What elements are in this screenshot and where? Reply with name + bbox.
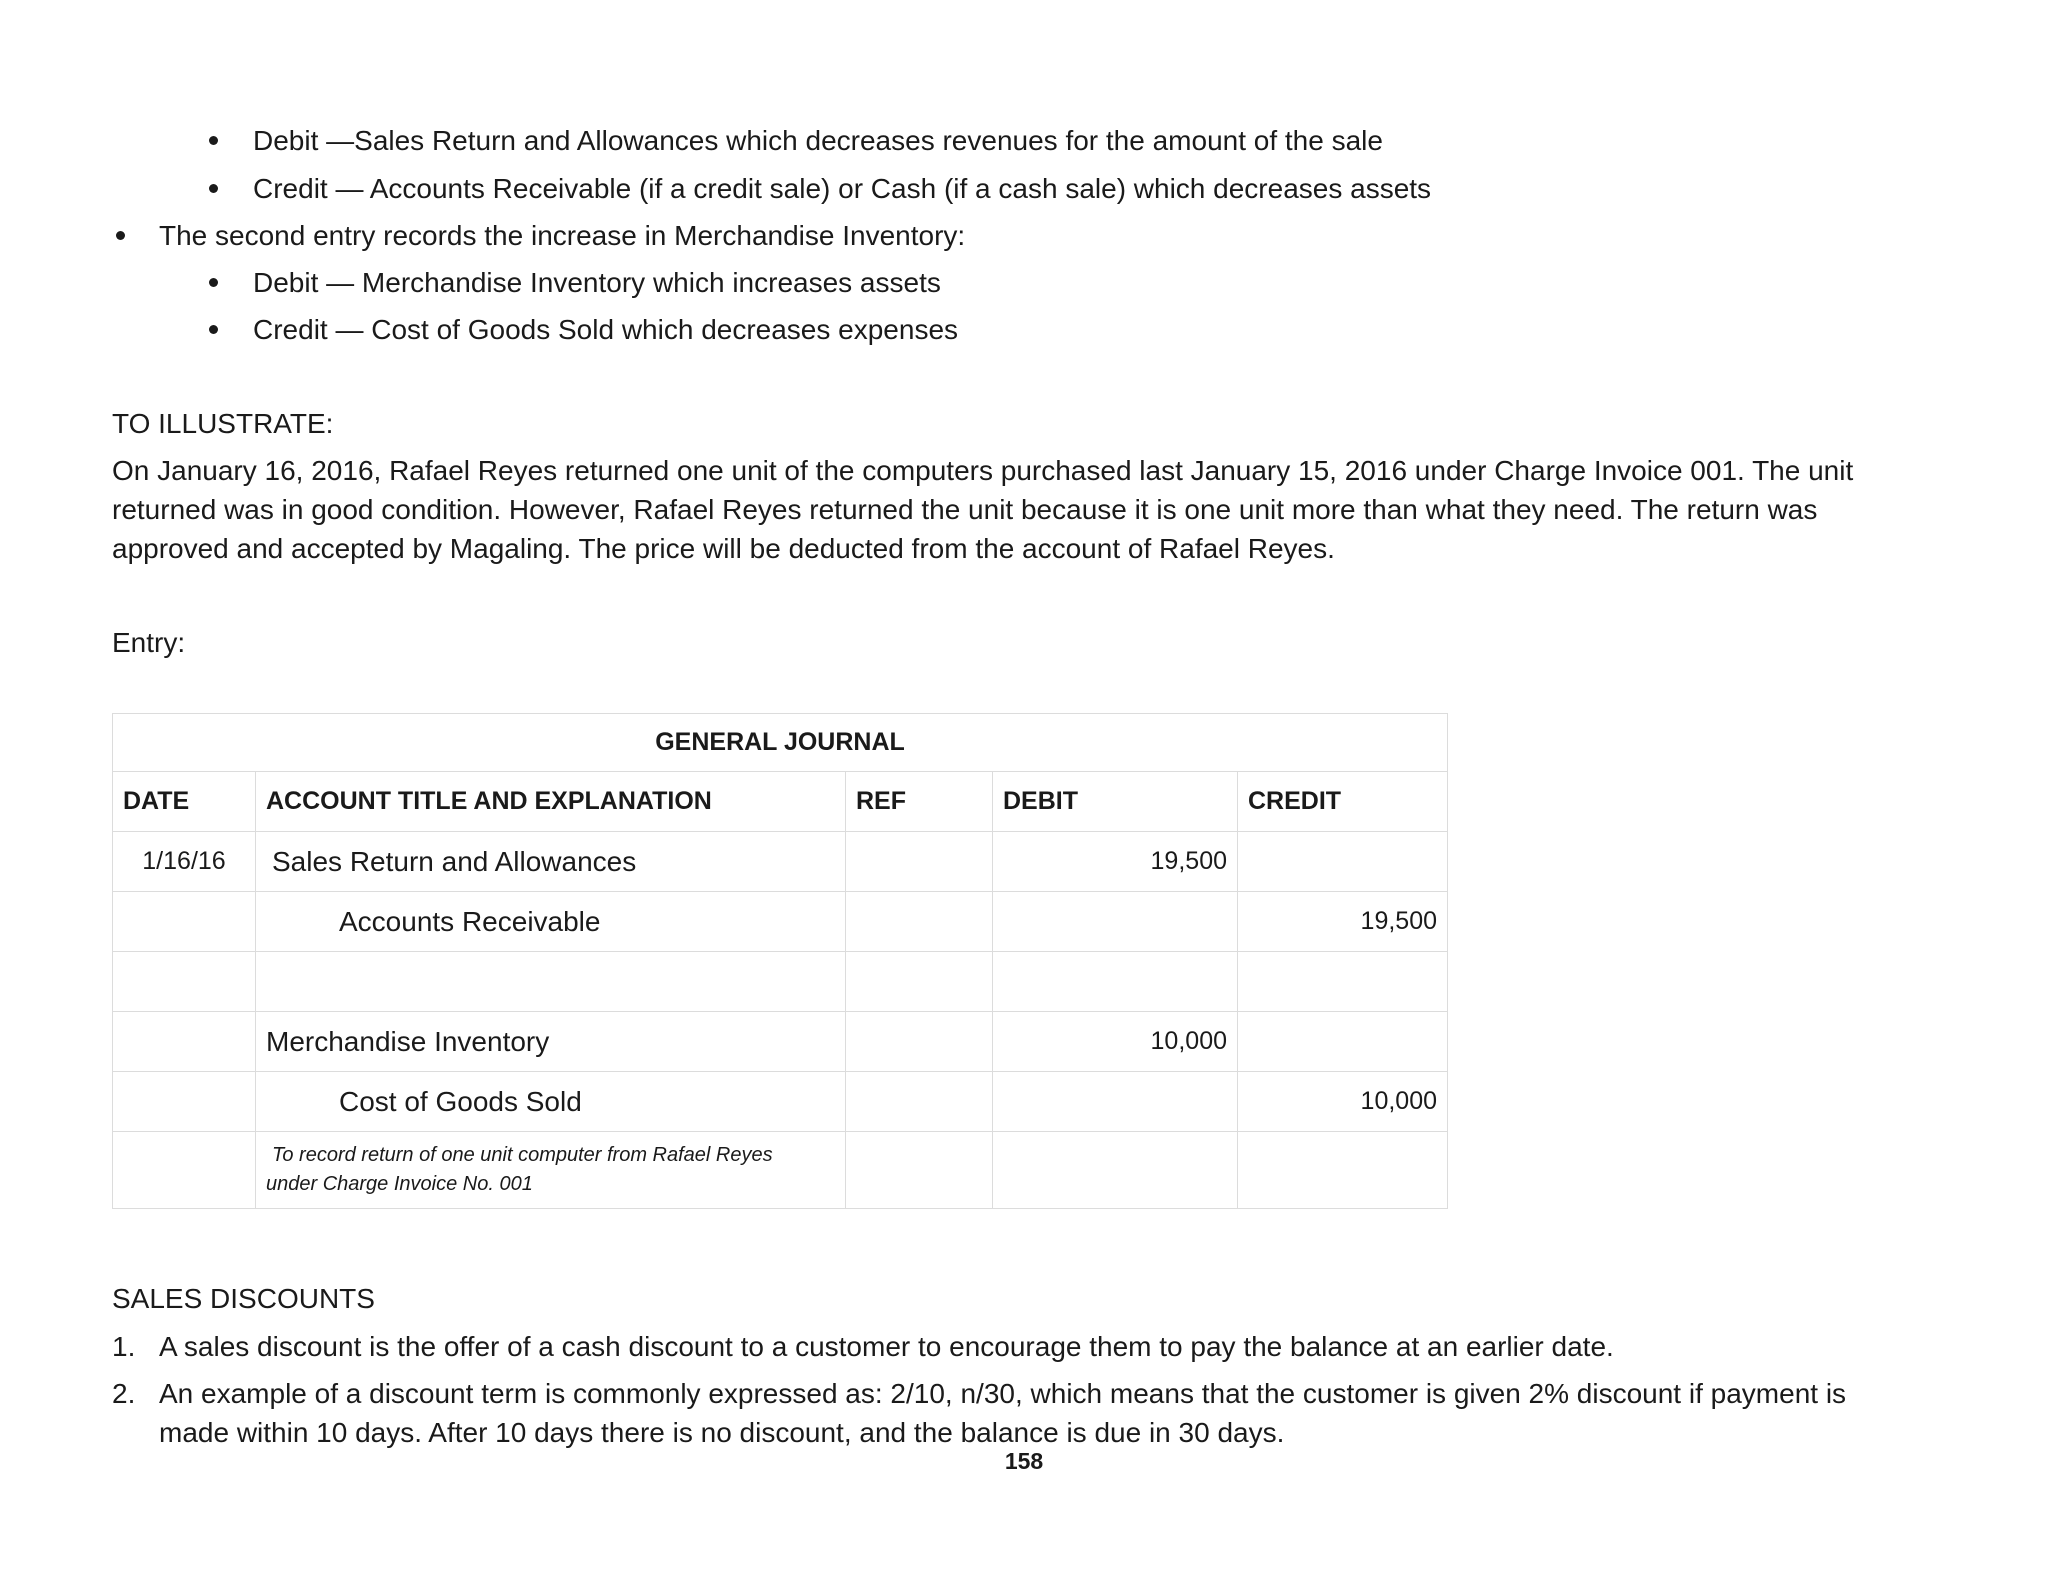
column-header-date: DATE	[113, 772, 256, 832]
explanation-row	[113, 1132, 1448, 1209]
credit-cell	[1238, 952, 1448, 1012]
debit-cell	[993, 952, 1238, 1012]
list-number: 1.	[112, 1331, 136, 1362]
column-header-account: ACCOUNT TITLE AND EXPLANATION	[256, 772, 846, 832]
table-row	[113, 892, 1448, 952]
list-number: 2.	[112, 1378, 136, 1409]
list-item: Debit — Merchandise Inventory which increases assets	[253, 267, 941, 298]
list-item: The second entry records the increase in Merchandise Inventory:	[159, 220, 966, 251]
ref-cell	[846, 1132, 993, 1209]
date-cell: 1/16/16	[113, 832, 256, 892]
section-heading: SALES DISCOUNTS	[112, 1283, 375, 1314]
bullet-marker	[209, 184, 218, 193]
list-item: Credit — Accounts Receivable (if a credit sale) or Cash (if a cash sale) which decreases assets	[253, 173, 1432, 204]
explanation-cell	[256, 1132, 846, 1209]
account-cell	[256, 952, 846, 1012]
date-cell	[113, 1012, 256, 1072]
bullet-marker	[209, 136, 218, 145]
debit-cell	[993, 1132, 1238, 1209]
account-cell: Accounts Receivable	[256, 892, 846, 952]
column-header-debit: DEBIT	[993, 772, 1238, 832]
bullet-marker	[209, 325, 218, 334]
column-header-credit: CREDIT	[1238, 772, 1448, 832]
list-item: A sales discount is the offer of a cash discount to a customer to encourage them to pay the balance at an earlier date.	[159, 1331, 1614, 1362]
account-cell: Cost of Goods Sold	[256, 1072, 846, 1132]
debit-cell	[993, 1072, 1238, 1132]
date-cell	[113, 1072, 256, 1132]
ref-cell	[846, 1072, 993, 1132]
entry-label: Entry:	[112, 627, 186, 658]
bullet-marker	[116, 231, 125, 240]
credit-cell	[1238, 1132, 1448, 1209]
explanation-line: under Charge Invoice No. 001	[266, 1173, 533, 1195]
credit-cell: 10,000	[1238, 1072, 1448, 1132]
explanation-line: To record return of one unit computer from Rafael Reyes	[272, 1144, 773, 1166]
account-cell: Merchandise Inventory	[256, 1012, 846, 1072]
journal-header-row	[113, 772, 1448, 832]
table-row	[113, 1072, 1448, 1132]
general-journal-table	[112, 713, 1448, 1209]
credit-cell: 19,500	[1238, 892, 1448, 952]
section-heading: TO ILLUSTRATE:	[112, 408, 334, 439]
ref-cell	[846, 892, 993, 952]
list-item: Debit —Sales Return and Allowances which decreases revenues for the amount of the sale	[253, 125, 1383, 156]
date-cell	[113, 952, 256, 1012]
table-row	[113, 1012, 1448, 1072]
date-cell	[113, 1132, 256, 1209]
ref-cell	[846, 1012, 993, 1072]
credit-cell	[1238, 1012, 1448, 1072]
illustration-paragraph: On January 16, 2016, Rafael Reyes returned one unit of the computers purchased last January 15, 2016 under Charge Invoice 001. The unit returned was in good condition. However, Rafael Reyes returned the unit because it is one unit more than what they need. The return was approved and accepted by Magaling. The price will be deducted from the account of Rafael Reyes.	[112, 455, 1854, 564]
table-row	[113, 952, 1448, 1012]
journal-title: GENERAL JOURNAL	[113, 714, 1448, 772]
column-header-ref: REF	[846, 772, 993, 832]
debit-cell	[993, 892, 1238, 952]
table-row	[113, 832, 1448, 892]
bullet-marker	[209, 278, 218, 287]
list-item: An example of a discount term is commonly expressed as: 2/10, n/30, which means that the customer is given 2% discount if payment is made within 10 days. After 10 days there is no discount, and the balance is due in 30 days.	[159, 1378, 1847, 1448]
ref-cell	[846, 832, 993, 892]
ref-cell	[846, 952, 993, 1012]
date-cell	[113, 892, 256, 952]
debit-cell: 19,500	[993, 832, 1238, 892]
debit-cell: 10,000	[993, 1012, 1238, 1072]
account-cell: Sales Return and Allowances	[256, 832, 846, 892]
page-number: 158	[1004, 1448, 1044, 1474]
credit-cell	[1238, 832, 1448, 892]
list-item: Credit — Cost of Goods Sold which decreases expenses	[253, 314, 959, 345]
